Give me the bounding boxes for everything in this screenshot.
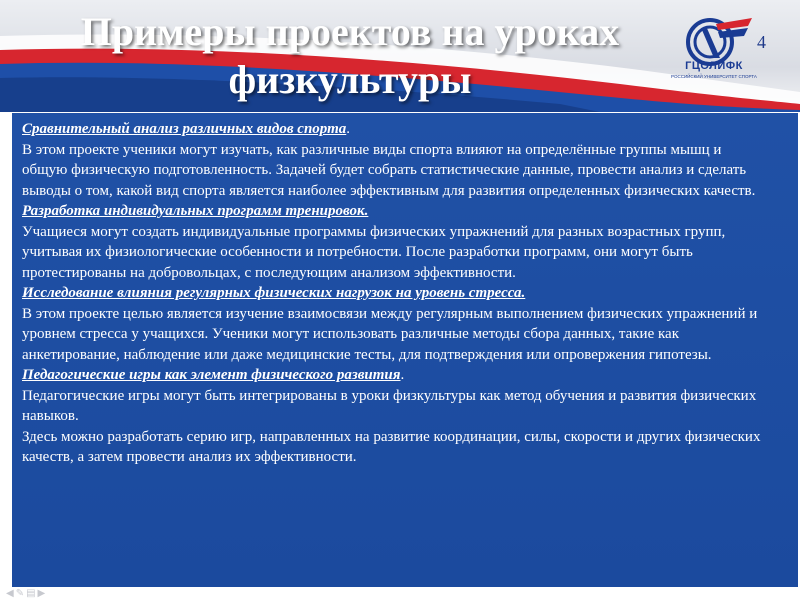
section-heading: Педагогические игры как элемент физического развития bbox=[22, 367, 401, 383]
logo-name: ГЦОЛИФК bbox=[685, 60, 743, 72]
logo-subtitle: РОССИЙСКИЙ УНИВЕРСИТЕТ СПОРТА bbox=[671, 74, 757, 79]
section-1 bbox=[22, 119, 768, 140]
slide-title: Примеры проектов на уроках физкультуры bbox=[80, 9, 620, 102]
next-slide-icon[interactable]: ▶ bbox=[37, 588, 48, 599]
section-body: В этом проекте целью является изучение взаимосвязи между регулярным выполнением физических упражнений и уровнем стресса у учащихся. Ученики могут использовать различные методы сбора данных, такие как анкетирование, наблюдение или даже медицинские тесты, для подтверждения или опровержения гипотезы. bbox=[22, 305, 758, 363]
slide-nav-controls bbox=[6, 588, 47, 599]
section-4 bbox=[22, 365, 768, 386]
heading-suffix: . bbox=[346, 121, 351, 137]
section-heading: Сравнительный анализ различных видов спорта bbox=[22, 121, 347, 137]
section-body: В этом проекте ученики могут изучать, как различные виды спорта влияют на определённые группы мышц и общую физическую подготовленность. Задачей будет собрать статистические данные, провести анализ и сделать выводы о том, какой вид спорта является наиболее эффективным для развития определенных физических качеств. bbox=[22, 141, 756, 199]
page-number: 4 bbox=[757, 32, 766, 52]
slide-header bbox=[0, 0, 800, 112]
content-panel bbox=[12, 113, 798, 587]
menu-icon[interactable]: ▤ bbox=[26, 588, 38, 599]
section-body: Педагогические игры могут быть интегрированы в уроки физкультуры как метод обучения и развития физических навыков. bbox=[22, 387, 757, 424]
section-heading: Разработка индивидуальных программ тренировок. bbox=[22, 203, 369, 219]
heading-suffix: . bbox=[400, 367, 405, 383]
section-3 bbox=[22, 283, 768, 304]
section-2 bbox=[22, 201, 768, 222]
prev-slide-icon[interactable]: ◀ bbox=[6, 588, 16, 599]
section-body: Учащиеся могут создать индивидуальные программы физических упражнений для разных возрастных групп, учитывая их физиологические особенности и потребности. После разработки программ, они могут быть протестированы на добровольцах, с последующим анализом эффективности. bbox=[22, 223, 726, 281]
section-body-extra: Здесь можно разработать серию игр, направленных на развитие координации, силы, скорости и других физических качеств, а затем провести анализ их эффективности. bbox=[22, 428, 761, 465]
pen-icon[interactable]: ✎ bbox=[15, 588, 27, 599]
section-heading: Исследование влияния регулярных физических нагрузок на уровень стресса. bbox=[22, 285, 526, 301]
